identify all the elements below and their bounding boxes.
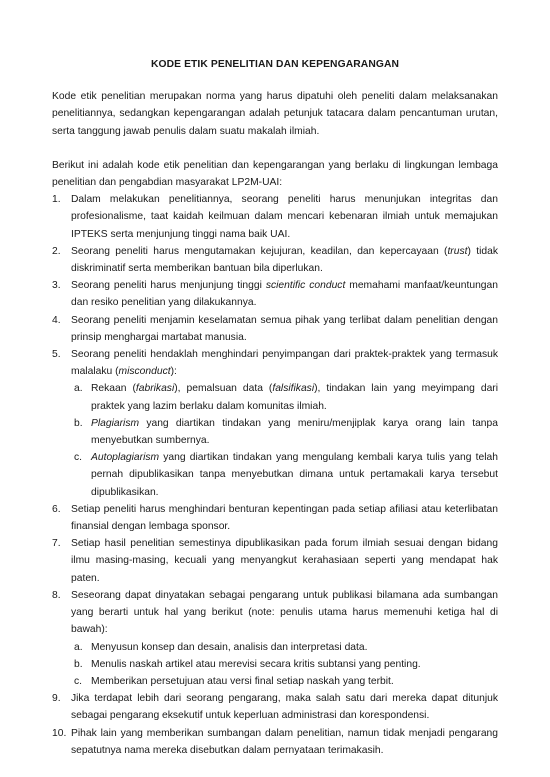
- list-item-3: [52, 277, 498, 311]
- list-item-9: [52, 690, 498, 724]
- list-item-text: Pihak lain yang memberikan sumbangan dalam penelitian, namun tidak menjadi pengarang sepatutnya nama mereka disebutkan dalam pernyataan terimakasih.: [71, 727, 498, 756]
- italic-term: Autoplagiarism: [91, 452, 160, 464]
- list-item-10: [52, 725, 498, 759]
- sub-item-text: Memberikan persetujuan atau versi final setiap naskah yang terbit.: [91, 675, 394, 687]
- list-number: 10.: [52, 727, 67, 739]
- list-number: 7.: [52, 538, 61, 550]
- italic-term: fabrikasi: [135, 383, 175, 395]
- sub-item-text: Plagiarism yang diartikan tindakan yang meniru/menjiplak karya orang lain tanpa menyebutkan sumbernya.: [91, 417, 498, 447]
- list-number: 2.: [52, 245, 61, 257]
- list-item-text: Dalam melakukan penelitiannya, seorang peneliti harus menunjukan integritas dan profesionalisme, taat kaidah keilmuan dalam mencari kebenaran ilmiah untuk memajukan IPTEKS serta menjunjung tinggi nama baik UAI.: [71, 194, 498, 240]
- list-number: 8.: [52, 589, 61, 601]
- sub-item-c: [71, 449, 498, 501]
- sub-list-letter: b.: [74, 658, 83, 670]
- sub-item-text: Autoplagiarism yang diartikan tindakan yang mengulang kembali karya tulis yang telah pernah dipublikasikan tanpa menyebutkan dimana untuk pertamakali karya tersebut dipublikasikan.: [91, 452, 498, 498]
- list-item-1: [52, 191, 498, 243]
- list-number: 6.: [52, 503, 61, 515]
- document-title: KODE ETIK PENELITIAN DAN KEPENGARANGAN: [150, 59, 400, 70]
- sub-item-b: [71, 415, 498, 449]
- sub-list: [71, 380, 498, 500]
- italic-term: falsifikasi: [272, 383, 315, 395]
- sub-list-letter: a.: [74, 641, 83, 653]
- code-of-ethics-list: [52, 191, 498, 759]
- list-item-text: Seseorang dapat dinyatakan sebagai pengarang untuk publikasi bilamana ada sumbangan yang berarti untuk hal yang berikut (note: penulis utama harus memenuhi ketiga hal di bawah):: [71, 589, 498, 636]
- list-number: 4.: [52, 314, 61, 326]
- sub-item-a: [71, 380, 498, 414]
- list-number: 5.: [52, 349, 61, 361]
- list-item-7: [52, 535, 498, 587]
- italic-term: Plagiarism: [91, 417, 140, 429]
- list-number: 1.: [52, 194, 61, 206]
- list-item-text: Seorang peneliti menjamin keselamatan semua pihak yang terlibat dalam penelitian dengan prinsip menghargai martabat manusia.: [71, 314, 498, 343]
- list-item-6: [52, 501, 498, 535]
- list-number: 9.: [52, 693, 61, 705]
- sub-list-letter: c.: [74, 452, 83, 464]
- italic-term: scientific conduct: [265, 280, 346, 292]
- list-item-text: Setiap hasil penelitian semestinya dipublikasikan pada forum ilmiah sesuai dengan bidang ilmu masing-masing, kecuali yang menyangkut kerahasiaan seperti yang mendapat hak paten.: [71, 538, 498, 584]
- list-item-text: Jika terdapat lebih dari seorang pengarang, maka salah satu dari mereka dapat ditunjuk sebagai pengarang eksekutif untuk keperluan administrasi dan korespondensi.: [71, 693, 498, 722]
- sub-list-letter: a.: [74, 383, 83, 395]
- lead-paragraph: Berikut ini adalah kode etik penelitian dan kepengarangan yang berlaku di lingkungan lembaga penelitian dan pengabdian masyarakat LP2M-UAI:: [52, 159, 498, 189]
- sub-item-text: Menyusun konsep dan desain, analisis dan interpretasi data.: [91, 641, 368, 653]
- list-item-text: Setiap peneliti harus menghindari benturan kepentingan pada setiap afiliasi atau keterlibatan finansial dengan lembaga sponsor.: [71, 503, 498, 533]
- italic-term: misconduct: [118, 366, 171, 378]
- sub-list: [71, 639, 498, 691]
- sub-item-text: Rekaan (fabrikasi), pemalsuan data (falsifikasi), tindakan lain yang meyimpang dari praktek yang lazim berlaku dalam komunitas ilmiah.: [91, 383, 499, 412]
- sub-item-text: Menulis naskah artikel atau merevisi secara kritis subtansi yang penting.: [91, 658, 421, 670]
- list-item-2: [52, 243, 498, 277]
- sub-item-c: [71, 673, 498, 690]
- list-item-text: Seorang peneliti harus menjunjung tinggi scientific conduct memahami manfaat/keuntungan dan resiko penelitian yang dilakukannya.: [71, 280, 498, 309]
- list-item-text: Seorang peneliti harus mengutamakan kejujuran, keadilan, dan kepercayaan (trust) tidak diskriminatif serta memberikan bantuan bila diperlukan.: [71, 245, 498, 275]
- list-item-text: Seorang peneliti hendaklah menghindari penyimpangan dari praktek-praktek yang termasuk malalaku (misconduct):: [71, 349, 498, 378]
- intro-paragraph: Kode etik penelitian merupakan norma yang harus dipatuhi oleh peneliti dalam melaksanakan penelitiannya, sedangkan kepengarangan adalah petunjuk tatacara dalam pencantuman urutan, serta tanggung jawab penulis dalam suatu makalah ilmiah.: [52, 91, 498, 137]
- list-number: 3.: [52, 280, 61, 292]
- sub-list-letter: b.: [74, 417, 83, 429]
- list-item-4: [52, 312, 498, 346]
- list-item-5: [52, 346, 498, 501]
- sub-item-b: [71, 656, 498, 673]
- italic-term: trust: [447, 245, 468, 257]
- list-item-8: [52, 587, 498, 690]
- sub-item-a: [71, 639, 498, 656]
- sub-list-letter: c.: [74, 675, 83, 687]
